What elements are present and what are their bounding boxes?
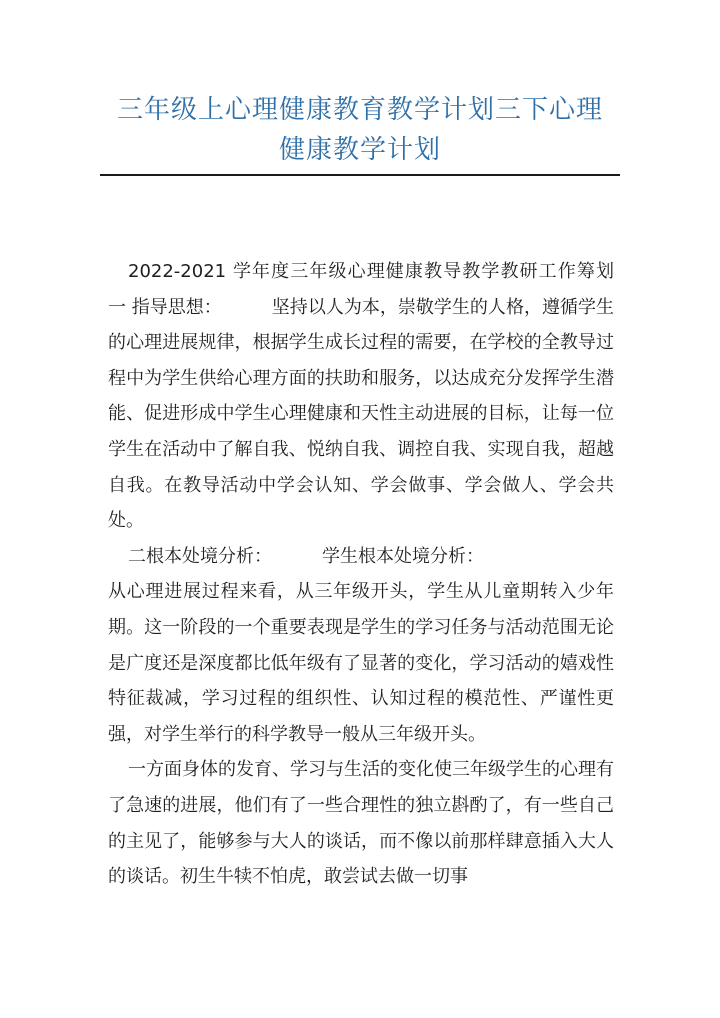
section-heading: 二根本处境分析： xyxy=(128,545,272,567)
title-line-2: 健康教学计划 xyxy=(278,135,441,165)
paragraph-development: 一方面身体的发育、学习与生活的变化使三年级学生的心理有了急速的进展，他们有了一些合理性的独立斟酌了，有一些自己的主见了，能够参与大人的谈话，而不像以前那样肆意插入大人的谈话。初生牛犊不怕虎，敢尝试去做一切事 xyxy=(108,759,614,888)
paragraph-text: 坚持以人为本，崇敬学生的人格，遵循学生的心理进展规律，根据学生成长过程的需要，在学校的全教导过程中为学生供给心理方面的扶助和服务，以达成充分发挥学生潜能、促进形成中学生心理健康和天性主动进展的目标，让每一位学生在活动中了解自我、悦纳自我、调控自我、实现自我，超越自我。在教导活动中学会认知、学会做事、学会做人、学会共处。 xyxy=(108,296,614,532)
title-divider xyxy=(100,174,620,176)
subsection-heading: 学生根本处境分析： xyxy=(322,545,484,567)
document-title xyxy=(100,90,620,170)
paragraph-guiding-thought xyxy=(108,254,614,539)
document-body xyxy=(108,254,614,895)
title-line-1: 三年级上心理健康教育教学计划三下心理 xyxy=(116,95,603,125)
paragraph-heading: 2022-2021 学年度三年级心理健康教导教学教研工作筹划 一 指导思想： xyxy=(108,261,614,318)
paragraph-analysis: 从心理进展过程来看，从三年级开头，学生从儿童期转入少年期。这一阶段的一个重要表现是学生的学习任务与活动范围无论是广度还是深度都比低年级有了显著的变化，学习活动的嬉戏性特征裁减，学习过程的组织性、认知过程的模范性、严谨性更强，对学生举行的科学教导一般从三年级开头。 xyxy=(108,581,614,745)
paragraph-situation-heading xyxy=(108,539,614,575)
